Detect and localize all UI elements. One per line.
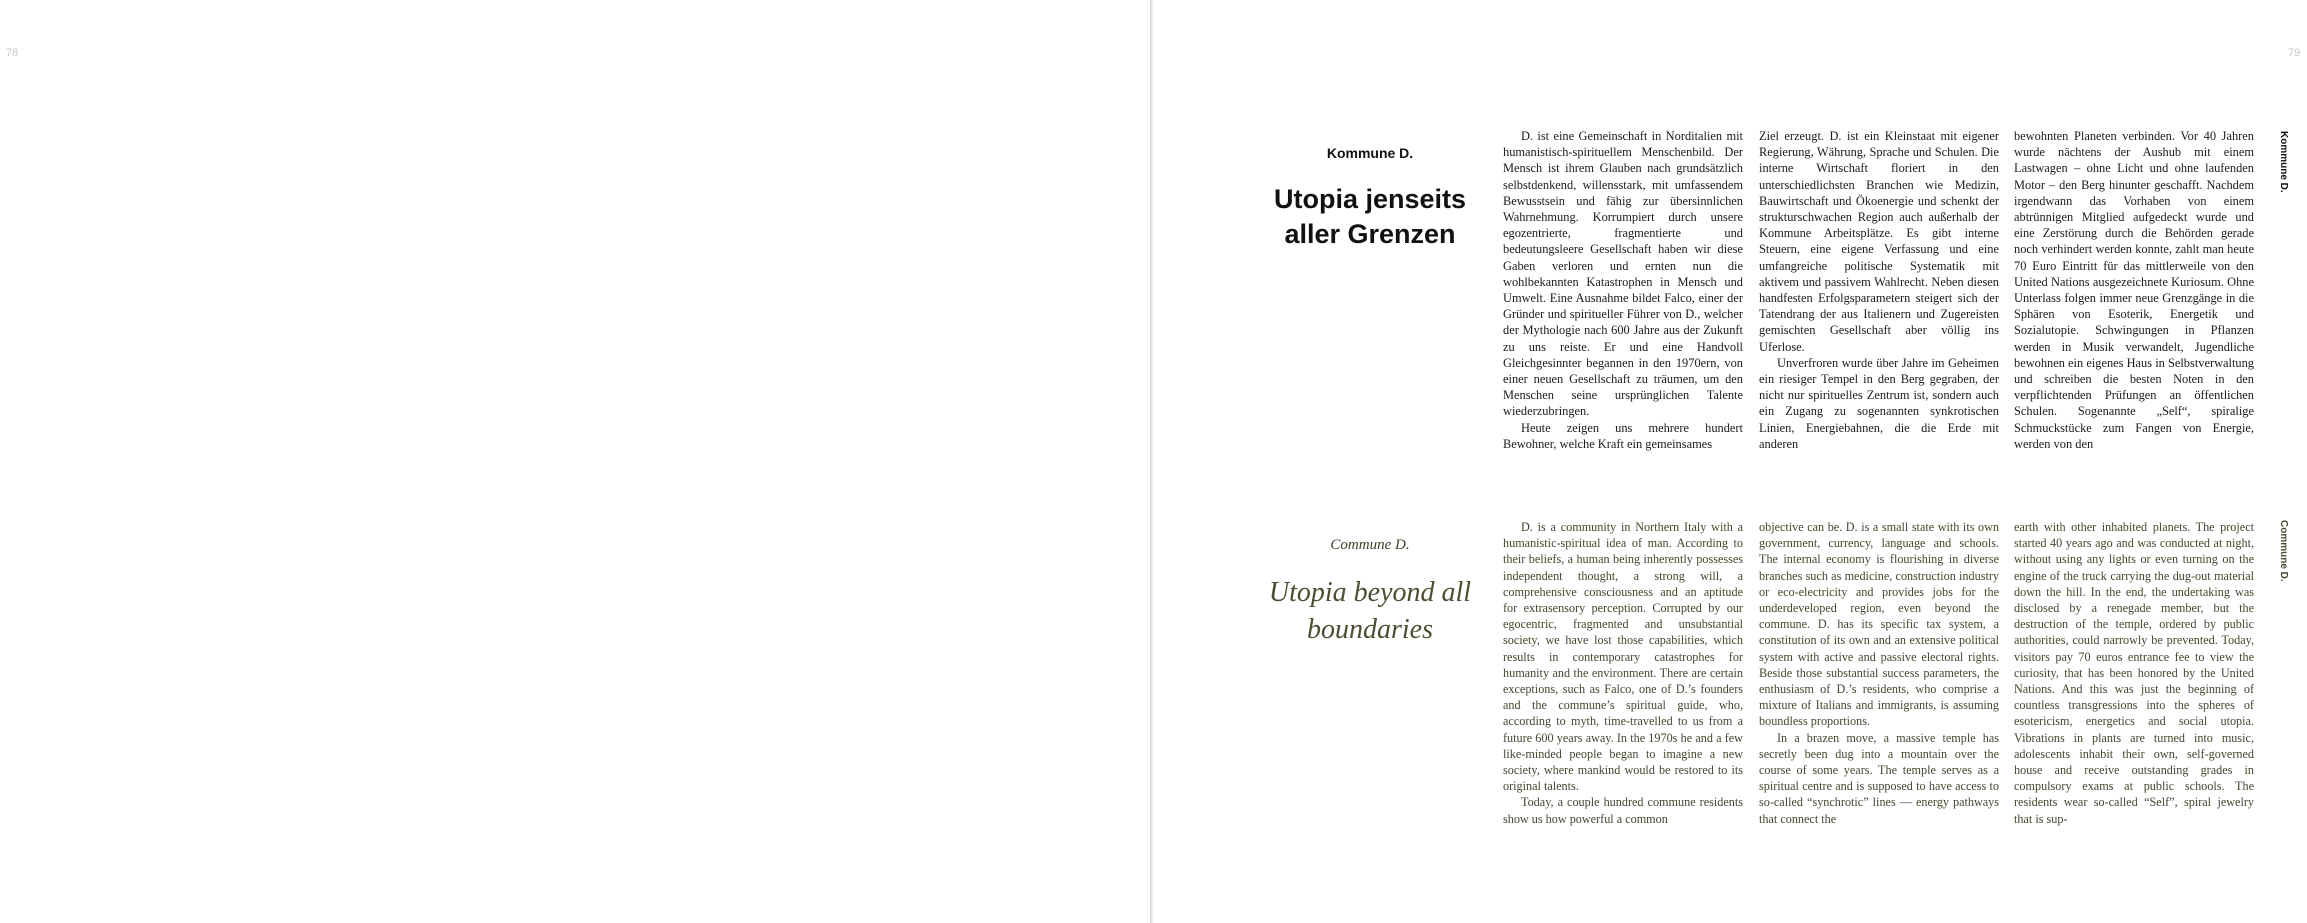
german-paragraph: bewohnten Planeten verbinden. Vor 40 Jahren wurde nächtens der Aushub mit einem Lastwagen – ohne Licht und ohne laufenden Motor – den Berg hinunter geschafft. Nachdem irgendwann das Vorhaben von einem abtrünnigen Mitglied aufgedeckt wurde und eine Zerstörung durch die Behörden gerade noch verhindert werden konnte, zahlt man heute 70 Euro Eintritt für das mittlerweile von den United Nations ausgezeichnete Kuriosum. Ohne Unterlass folgen immer neue Grenzgänge in die Sphären von Esoterik, Energetik und Sozialutopie. Schwingungen in Pflanzen werden in Musik verwandelt, Jugendliche bewohnen ein eigenes Haus in Selbstverwaltung und schreiben die besten Noten in den verpflichtenden Prüfungen an öffentlichen Schulen. Sogenannte „Self“, spiralige Schmuckstücke zum Fangen von Energie, werden von den bbox=[2014, 129, 2254, 451]
left-page bbox=[0, 0, 1150, 923]
english-column-1 bbox=[1503, 519, 1743, 862]
german-column-3 bbox=[2014, 128, 2254, 490]
german-paragraph: Heute zeigen uns mehrere hundert Bewohner, welche Kraft ein gemeinsames bbox=[1503, 420, 1743, 451]
german-column-2 bbox=[1759, 128, 1999, 490]
page-number-left: 78 bbox=[6, 47, 19, 59]
side-label-english bbox=[2278, 520, 2296, 582]
english-paragraph: In a brazen move, a massive temple has secretly been dug into a mountain over the course of some years. The temple serves as a spiritual centre and is supposed to have access to so-called “synchrotic” lines — energy pathways that connect the bbox=[1759, 730, 1999, 826]
side-label-english-text: Commune D. bbox=[2278, 520, 2289, 582]
english-paragraph: objective can be. D. is a small state with its own government, currency, language and schools. The internal economy is flourishing in diverse branches such as medicine, construction industry or eco-electricity and provides jobs for the underdeveloped region, even beyond the commune. D. has its specific tax system, a constitution of its own and an extensive political system with active and passive electoral rights. Beside those substantial success parameters, the enthusiasm of D.’s residents, who comprise a mixture of Italians and immigrants, is assuming boundless proportions. bbox=[1759, 520, 1999, 729]
german-paragraph: Unverfroren wurde über Jahre im Geheimen ein riesiger Tempel in den Berg gegraben, der nicht nur spirituelles Zentrum ist, sondern auch ein Zugang zu sogenannten synkrotischen Linien, Energiebahnen, die die Erde mit anderen bbox=[1759, 355, 1999, 451]
german-paragraph: Ziel erzeugt. D. ist ein Kleinstaat mit eigener Regierung, Währung, Sprache und Schulen. Die interne Wirtschaft floriert in den unterschiedlichsten Branchen wie Medizin, Bauwirtschaft und Ökoenergie und schenkt der strukturschwachen Region auch außerhalb der Kommune Arbeitsplätze. Es gibt interne Steuern, eine eigene Verfassung und eine umfangreiche politische Systematik mit aktivem und passivem Wahlrecht. Neben diesen handfesten Erfolgsparametern steigert sich der Tatendrang der aus Italienern und Zugereisten gemischten Gesellschaft aber völlig ins Uferlose. bbox=[1759, 129, 1999, 354]
english-column-2 bbox=[1759, 519, 1999, 862]
german-headline: Utopia jenseits aller Grenzen bbox=[1273, 184, 1467, 249]
english-paragraph: Today, a couple hundred commune residents show us how powerful a common bbox=[1503, 795, 1743, 826]
side-label-german bbox=[2278, 131, 2296, 193]
english-kicker: Commune D. bbox=[1330, 537, 1410, 553]
side-label-german-text: Kommune D. bbox=[2278, 131, 2289, 193]
page-number-right: 79 bbox=[2288, 47, 2301, 59]
english-paragraph: D. is a community in Northern Italy with a humanistic-spiritual idea of man. According to their beliefs, a human being inherently possesses independent thought, a strong will, a comprehensive consciousness and an aptitude for extrasensory perception. Corrupted by our egocentric, fragmented and unsubstantial society, we have lost those capabilities, which results in contemporary catastrophes for humanity and the environment. There are certain exceptions, such as Falco, one of D.’s founders and the commune’s spiritual guide, who, according to myth, time-travelled to us from a future 600 years away. In the 1970s he and a few like-minded people began to imagine a new society, where mankind would be restored to its original talents. bbox=[1503, 520, 1743, 794]
english-paragraph: earth with other inhabited planets. The project started 40 years ago and was conducted at night, without using any lights or even turning on the engine of the truck carrying the dug-out material down the hill. In the end, the undertaking was disclosed by a renegade member, but the destruction of the temple, ordered by public authorities, could narrowly be prevented. Today, visitors pay 70 euros entrance fee to view the curiosity, that has been honored by the United Nations. And this was just the beginning of countless transgressions into the spheres of esotericism, energetics and social utopia. Vibrations in plants are turned into music, adolescents inhabit their own, self-governed house and receive outstanding grades in compulsory exams at public schools. The residents wear so-called “Self”, spiral jewelry that is sup- bbox=[2014, 520, 2254, 826]
german-paragraph: D. ist eine Gemeinschaft in Norditalien mit humanistisch-spirituellem Menschenbild. Der Mensch ist ihrem Glauben nach grundsätzlich selbstdenkend, willensstark, mit umfassendem Bewusstsein und fähig zur übersinnlichen Wahrnehmung. Korrumpiert durch unsere egozentrierte, fragmentierte und bedeutungsleere Gesellschaft haben wir diese Gaben verloren und ernten nun die wohlbekannten Katastrophen in Mensch und Umwelt. Eine Ausnahme bildet Falco, einer der Gründer und spiritueller Führer von D., welcher der Mythologie nach 600 Jahre aus der Zukunft zu uns reiste. Er und eine Handvoll Gleichgesinnter begannen in den 1970ern, von einer neuen Gesellschaft zu träumen, um den Menschen seine ursprünglichen Talente wiederzubringen. bbox=[1503, 129, 1743, 419]
german-kicker: Kommune D. bbox=[1326, 145, 1414, 161]
english-column-3 bbox=[2014, 519, 2254, 862]
german-column-1 bbox=[1503, 128, 1743, 490]
english-headline: Utopia beyond all boundaries bbox=[1268, 577, 1472, 645]
